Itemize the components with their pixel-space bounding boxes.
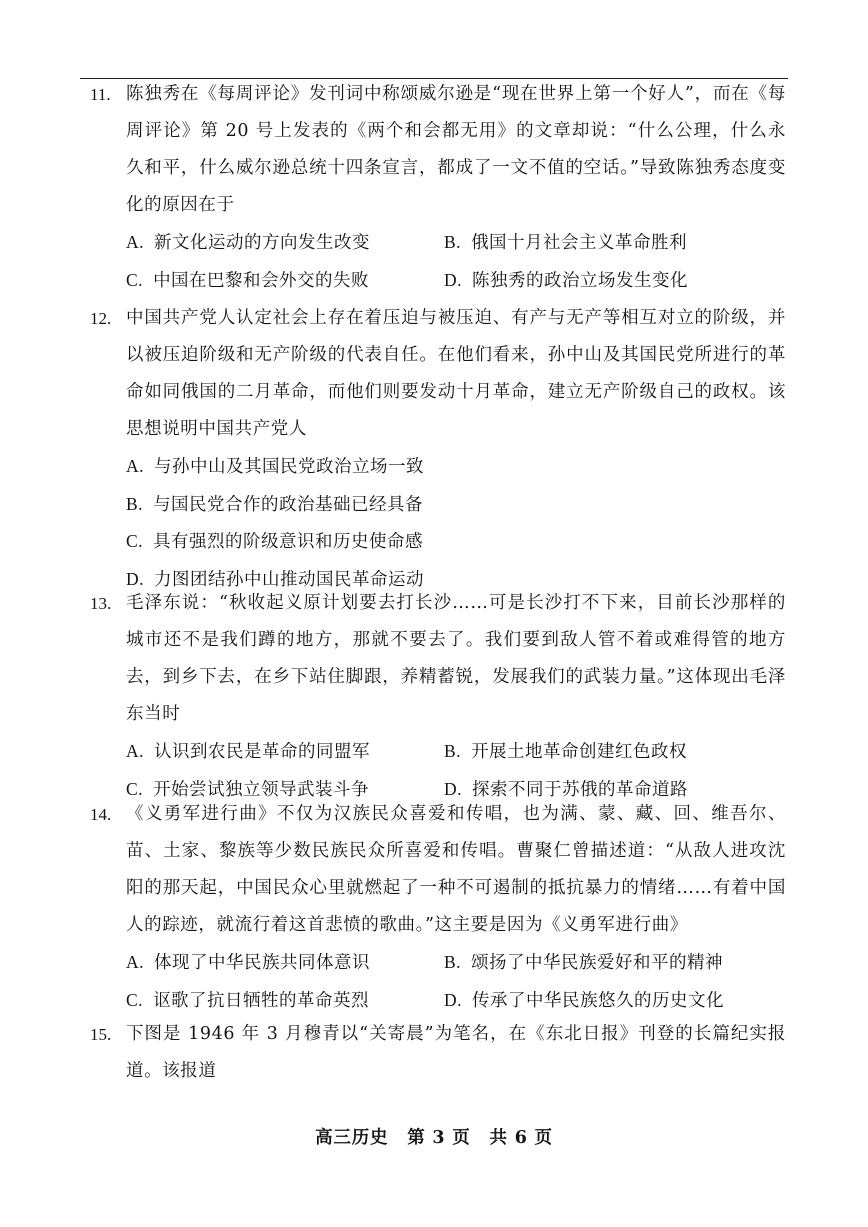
option-c: C. 开始尝试独立领导武装斗争 (126, 779, 370, 800)
option-a: A. 认识到农民是革命的同盟军 (126, 741, 371, 762)
question-12 (86, 300, 786, 598)
options (126, 448, 786, 598)
option-d: D. 陈独秀的政治立场发生变化 (444, 270, 689, 291)
option-a: A. 与孙中山及其国民党政治立场一致 (126, 456, 425, 477)
question-number: 15. (90, 1025, 112, 1044)
question-14 (86, 796, 786, 1020)
question-stem: 下图是 1946 年 3 月穆青以“关寄晨”为笔名，在《东北日报》刊登的长篇纪实报道。该报道 (126, 1024, 786, 1081)
option-b: B. 俄国十月社会主义革命胜利 (444, 232, 688, 253)
option-d: D. 传承了中华民族悠久的历史文化 (444, 990, 725, 1011)
option-d: D. 探索不同于苏俄的革命道路 (444, 779, 689, 800)
page-footer (0, 1124, 868, 1149)
options (126, 944, 786, 1020)
question-number: 12. (90, 309, 112, 328)
options (126, 224, 786, 300)
question-number: 13. (90, 594, 112, 613)
question-stem: 陈独秀在《每周评论》发刊词中称颂威尔逊是“现在世界上第一个好人”，而在《每周评论》第 20 号上发表的《两个和会都无用》的文章却说：“什么公理，什么永久和平，什么威尔逊总统十四条宣言，都成了一文不值的空话。”导致陈独秀态度变化的原因在于 (126, 84, 786, 215)
footer-subject: 高三历史 (315, 1128, 389, 1148)
option-c: C. 中国在巴黎和会外交的失败 (126, 270, 370, 291)
footer-page-number: 第 3 页 (407, 1128, 471, 1148)
option-c: C. 讴歌了抗日牺牲的革命英烈 (126, 990, 370, 1011)
option-c: C. 具有强烈的阶级意识和历史使命感 (126, 531, 424, 552)
question-11 (86, 76, 786, 300)
question-number: 11. (90, 85, 111, 104)
option-d: D. 力图团结孙中山推动国民革命运动 (126, 568, 425, 590)
option-a: A. 体现了中华民族共同体意识 (126, 952, 371, 973)
question-stem: 中国共产党人认定社会上存在着压迫与被压迫、有产与无产等相互对立的阶级，并以被压迫阶级和无产阶级的代表自任。在他们看来，孙中山及其国民党所进行的革命如同俄国的二月革命，而他们则要发动十月革命，建立无产阶级自己的政权。该思想说明中国共产党人 (126, 308, 786, 439)
question-stem: 毛泽东说：“秋收起义原计划要去打长沙……可是长沙打不下来，目前长沙那样的城市还不是我们蹲的地方，那就不要去了。我们要到敌人管不着或难得管的地方去，到乡下去，在乡下站住脚跟，养精蓄锐，发展我们的武装力量。”这体现出毛泽东当时 (126, 593, 786, 724)
option-b: B. 与国民党合作的政治基础已经具备 (126, 493, 424, 515)
footer-total-pages: 共 6 页 (489, 1128, 553, 1148)
option-b: B. 颂扬了中华民族爱好和平的精神 (444, 952, 724, 973)
question-stem: 《义勇军进行曲》不仅为汉族民众喜爱和传唱，也为满、蒙、藏、回、维吾尔、苗、土家、黎族等少数民族民众所喜爱和传唱。曹聚仁曾描述道：“从敌人进攻沈阳的那天起，中国民众心里就燃起了一种不可遏制的抵抗暴力的情绪……有着中国人的踪迹，就流行着这首悲愤的歌曲。”这主要是因为《义勇军进行曲》 (126, 804, 786, 935)
option-b: B. 开展土地革命创建红色政权 (444, 741, 688, 762)
question-15 (86, 1016, 786, 1090)
question-number: 14. (90, 805, 112, 824)
option-a: A. 新文化运动的方向发生改变 (126, 232, 371, 253)
question-13 (86, 585, 786, 809)
